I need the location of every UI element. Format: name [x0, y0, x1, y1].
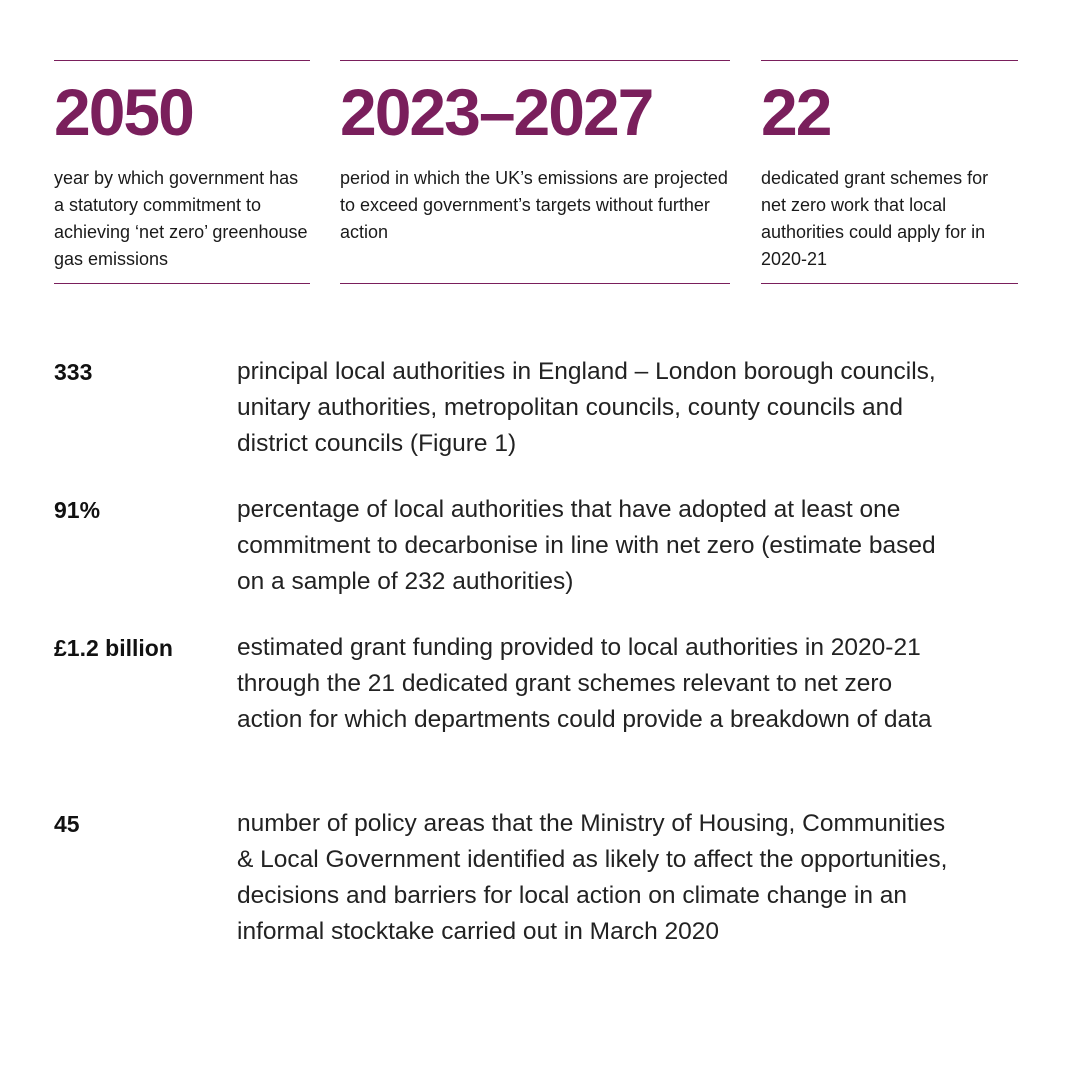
key-stat-22 [761, 60, 1018, 284]
key-stat-2050 [54, 60, 310, 284]
key-stat-description: dedicated grant schemes for net zero work that local authorities could apply for in 2020-21 [761, 168, 989, 269]
stat-row-value: 45 [54, 811, 80, 837]
key-stat-2023-2027 [340, 60, 730, 284]
stat-row-value: 91% [54, 497, 101, 523]
key-stat-value: 22 [761, 75, 831, 149]
stat-row-description: estimated grant funding provided to local authorities in 2020-21 through the 21 dedicated grant schemes relevant to net zero action for which departments could provide a breakdown of data [237, 634, 932, 733]
stat-row-description: number of policy areas that the Ministry of Housing, Communities & Local Government identified as likely to affect the opportunities, decisions and barriers for local action on climate change in an informal stocktake carried out in March 2020 [237, 810, 948, 945]
stat-row-description: principal local authorities in England – London borough councils, unitary authorities, metropolitan councils, county councils and district councils (Figure 1) [237, 358, 936, 457]
key-stat-description: year by which government has a statutory commitment to achieving ‘net zero’ greenhouse gas emissions [54, 168, 308, 269]
key-stat-value: 2023–2027 [340, 75, 653, 149]
stat-row-description: percentage of local authorities that have adopted at least one commitment to decarbonise in line with net zero (estimate based on a sample of 232 authorities) [237, 496, 936, 595]
key-stat-value: 2050 [54, 75, 193, 149]
stat-row-value: 333 [54, 359, 93, 385]
stat-row-value: £1.2 billion [54, 635, 173, 661]
key-stat-description: period in which the UK’s emissions are projected to exceed government’s targets without further action [340, 168, 728, 242]
